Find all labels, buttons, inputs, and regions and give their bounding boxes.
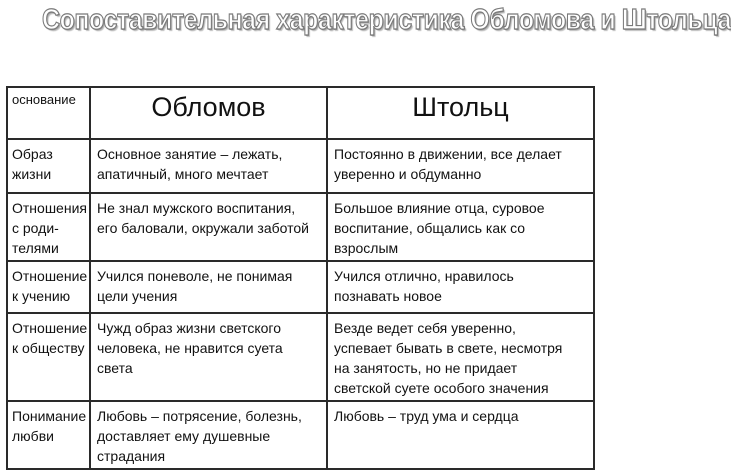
stolz-cell: Большое влияние отца, суровое воспитание, общались как со взрослым [327, 193, 594, 261]
row-label: Отношение к учению [7, 261, 90, 313]
stolz-cell: Постоянно в движении, все делает уверенно и обдуманно [327, 139, 594, 193]
oblomov-cell: Учился поневоле, не понимая цели учения [90, 261, 327, 313]
table-row [7, 139, 594, 193]
row-label: Понимание любви [7, 401, 90, 469]
table-row [7, 313, 594, 401]
table-header-row [7, 87, 594, 139]
table-row [7, 401, 594, 469]
oblomov-cell: Не знал мужского воспитания, его баловали, окружали заботой [90, 193, 327, 261]
stolz-cell: Учился отлично, нравилось познавать новое [327, 261, 594, 313]
header-basis: основание [7, 87, 90, 139]
table-row [7, 261, 594, 313]
table-row [7, 193, 594, 261]
oblomov-cell: Любовь – потрясение, болезнь, доставляет ему душевные страдания [90, 401, 327, 469]
page-title: Сопоставительная характеристика Обломова и Штольца [42, 4, 731, 36]
header-stolz: Штольц [327, 87, 594, 139]
header-oblomov: Обломов [90, 87, 327, 139]
stolz-cell: Любовь – труд ума и сердца [327, 401, 594, 469]
comparison-table [6, 86, 595, 470]
row-label: Образ жизни [7, 139, 90, 193]
oblomov-cell: Чужд образ жизни светского человека, не нравится суета света [90, 313, 327, 401]
oblomov-cell: Основное занятие – лежать, апатичный, много мечтает [90, 139, 327, 193]
stolz-cell: Везде ведет себя уверенно, успевает бывать в свете, несмотря на занятость, но не придает светской суете особого значения [327, 313, 594, 401]
row-label: Отношение к обществу [7, 313, 90, 401]
row-label: Отношения с роди- телями [7, 193, 90, 261]
